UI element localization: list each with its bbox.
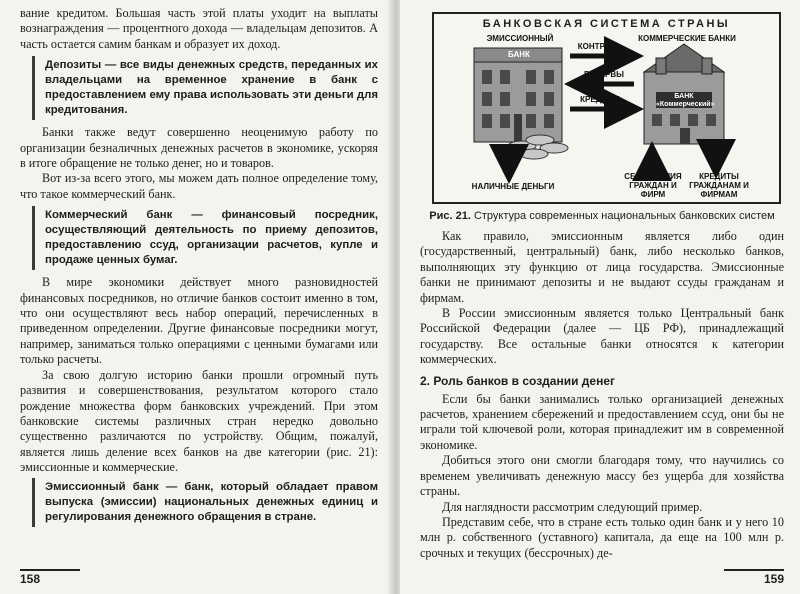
commercial-bank-sign [656, 93, 715, 109]
diagram-title: БАНКОВСКАЯ СИСТЕМА СТРАНЫ [482, 18, 731, 30]
paragraph: вание кредитом. Большая часть этой платы уходит на выплаты вознаграждения — процентного дохода — владельцам депозитов. А часть остается самим банкам и образует их доход. [20, 6, 378, 51]
arrow-label-reserves: РЕЗЕРВЫ [584, 70, 624, 79]
paragraph: Для наглядности рассмотрим следующий пример. [442, 499, 703, 514]
commercial-banks-label: КОММЕРЧЕСКИЕ БАНКИ [638, 34, 736, 43]
emission-bank-label: ЭМИССИОННЫЙ [486, 34, 554, 43]
figure-caption [420, 210, 784, 223]
cash-label: НАЛИЧНЫЕ ДЕНЬГИ [471, 182, 555, 191]
paragraph: За свою долгую историю банки прошли огромный путь развития и совершенствования, результатом которого стало рождение множества форм банковских учреждений. При этом банковские системы различных стран нередко довольно существенно различаются по устройству. Общим, пожалуй, является лишь деление всех банков на две категории (рис. 21): эмиссионные и коммерческие. [20, 367, 378, 475]
arrow-label-credits: КРЕДИТЫ [580, 95, 620, 104]
paragraph: Вот из-за всего этого, мы можем дать полное определение тому, что такое коммерческий банк. [20, 171, 378, 201]
paragraph: Если бы банки занимались только организацией денежных расчетов, хранением сбережений и предоставлением ссуд, они бы не играли той ключевой роли, которая принадлежит им в современной экономике. [420, 391, 784, 452]
section-title: 2. Роль банков в создании денег [420, 373, 615, 388]
paragraph: В России эмиссионным является только Центральный банк Российской Федерации (далее — ЦБ РФ), принадлежащий государству. Все остальные банки относятся к категории коммерческих. [420, 306, 784, 367]
page-number-left: 158 [20, 569, 80, 586]
paragraph: Добиться этого они смогли благодаря тому, что научились со временем увеличивать денежную массу без ущерба для хозяйства страны. [420, 453, 784, 499]
arrow-label-control: КОНТРОЛЬ [577, 42, 623, 51]
paragraph: Как правило, эмиссионным является либо один (государственный, центральный) банк, либо несколько банков, выполняющих эту функцию от лица государства. Эмиссионные банки не принимают депозиты и не выдают ссуды гражданам и фирмам. [420, 229, 784, 305]
caption-prefix: Рис. 21. [429, 210, 471, 222]
emission-bank-building-icon [474, 48, 562, 142]
caption-text: Структура современных национальных банковских систем [473, 210, 775, 222]
loans-label: КРЕДИТЫ ГРАЖДАНАМ И ФИРМАМ [689, 172, 749, 199]
commercial-bank-sign-line-1: БАНК [674, 93, 694, 100]
definition-commercial-bank: Коммерческий банк — финансовый посредник, осуществляющий деятельность по приему депозитов, предоставлению ссуд, организации расчетов, купле и продаже ценных бумаг. [32, 206, 378, 270]
page-number-right: 159 [724, 569, 784, 586]
definition-emission-bank: Эмиссионный банк — банк, который обладает правом выпуска (эмиссии) национальных денежных единиц и регулирования денежного обращения в стране. [32, 478, 378, 527]
paragraph: Представим себе, что в стране есть только один банк и у него 10 млн р. собственного (уставного) капитала, да еще на 100 млн р. срочных и текущих (бессрочных) де- [420, 514, 784, 560]
paragraph: В мире экономики действует много разновидностей финансовых посредников, но отличие банков состоит именно в том, что они осуществляют весь набор операций, перечисленных в приведенном определении. Другие финансовые посредники могут, например, заниматься только операциями с ценными бумагами или только расчеты. [20, 275, 378, 367]
definition-deposits: Депозиты — все виды денежных средств, переданных их владельцами на временное хранение в банк с предоставлением ему права использовать эти деньги для кредитования. [32, 56, 378, 120]
emission-bank-sign: БАНК [508, 50, 530, 59]
savings-label: СБЕРЕЖЕНИЯ ГРАЖДАН И ФИРМ [624, 172, 682, 199]
paragraph: Банки также ведут совершенно неоценимую работу по организации безналичных денежных расчетов в экономике, ускоряя в итоге обращение не только денег, но и товаров. [20, 125, 378, 171]
commercial-bank-sign-line-2: «Коммерческий» [656, 101, 715, 108]
left-page [0, 0, 392, 594]
banking-system-diagram [432, 12, 781, 204]
right-page [400, 0, 800, 594]
